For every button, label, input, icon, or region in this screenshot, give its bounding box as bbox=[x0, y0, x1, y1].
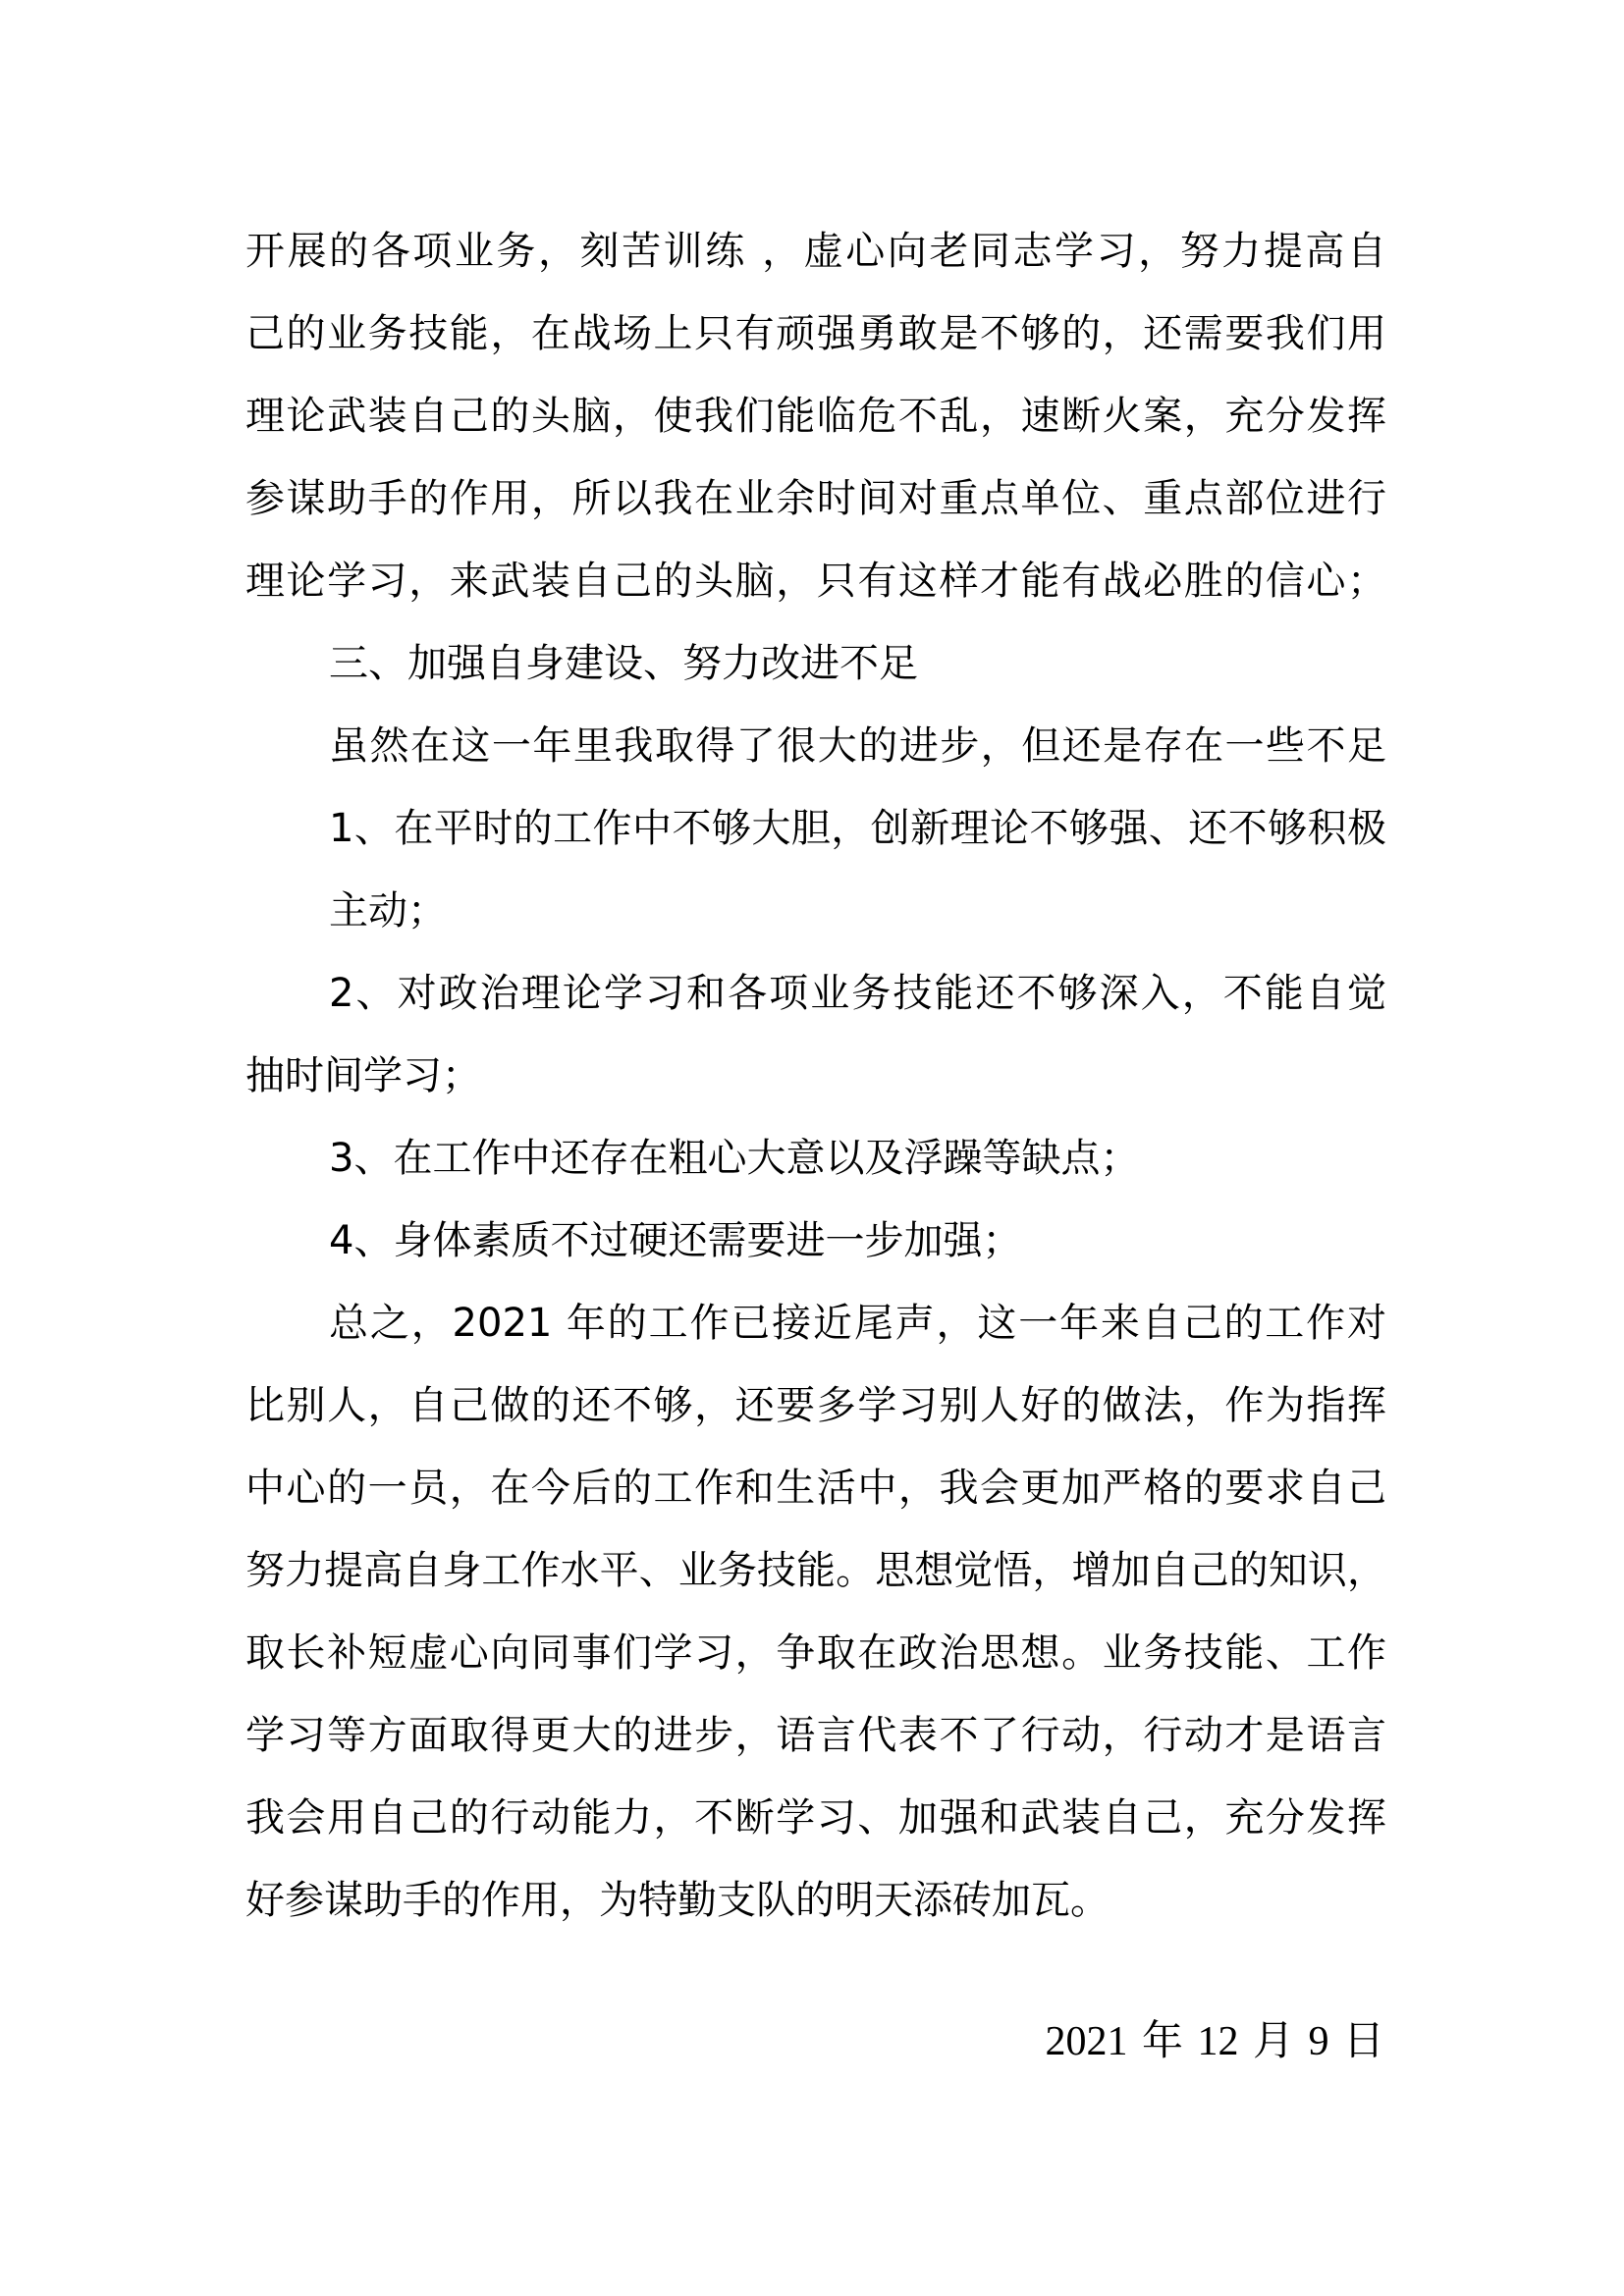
body-line: 理论武装自己的头脑，使我们能临危不乱，速断火案，充分发挥 bbox=[245, 394, 1386, 439]
list-item-1: 1、在平时的工作中不够大胆，创新理论不够强、还不够积极 bbox=[329, 806, 1386, 851]
body-line: 比别人，自己做的还不够，还要多学习别人好的做法，作为指挥 bbox=[245, 1383, 1386, 1428]
body-line: 学习等方面取得更大的进步，语言代表不了行动，行动才是语言 bbox=[245, 1713, 1386, 1758]
document-date: 2021 年 12 月 9 日 bbox=[1045, 2019, 1384, 2064]
list-item-2: 2、对政治理论学习和各项业务技能还不够深入，不能自觉 bbox=[329, 971, 1386, 1016]
body-line: 中心的一员，在今后的工作和生活中，我会更加严格的要求自己 bbox=[245, 1466, 1386, 1511]
body-line: 参谋助手的作用，所以我在业余时间对重点单位、重点部位进行 bbox=[245, 476, 1386, 521]
body-line: 虽然在这一年里我取得了很大的进步，但还是存在一些不足 bbox=[329, 723, 1386, 769]
section-heading: 三、加强自身建设、努力改进不足 bbox=[329, 641, 918, 686]
body-line: 我会用自己的行动能力，不断学习、加强和武装自己，充分发挥 bbox=[245, 1795, 1386, 1841]
body-line: 理论学习，来武装自己的头脑，只有这样才能有战必胜的信心； bbox=[245, 559, 1386, 604]
conclusion-line: 总之，2021 年的工作已接近尾声，这一年来自己的工作对 bbox=[329, 1301, 1386, 1346]
list-item-1-cont: 主动； bbox=[329, 888, 447, 934]
list-item-3: 3、在工作中还存在粗心大意以及浮躁等缺点； bbox=[329, 1136, 1140, 1181]
body-line: 努力提高自身工作水平、业务技能。思想觉悟，增加自己的知识， bbox=[245, 1548, 1386, 1593]
body-line: 己的业务技能，在战场上只有顽强勇敢是不够的，还需要我们用 bbox=[245, 311, 1386, 356]
body-line: 开展的各项业务，刻苦训练 ，虚心向老同志学习，努力提高自 bbox=[245, 229, 1386, 274]
list-item-4: 4、身体素质不过硬还需要进一步加强； bbox=[329, 1218, 1022, 1263]
body-line: 好参谋助手的作用，为特勤支队的明天添砖加瓦。 bbox=[245, 1878, 1110, 1923]
list-item-2-cont: 抽时间学习； bbox=[245, 1053, 481, 1098]
body-line: 取长补短虚心向同事们学习，争取在政治思想。业务技能、工作 bbox=[245, 1630, 1386, 1676]
